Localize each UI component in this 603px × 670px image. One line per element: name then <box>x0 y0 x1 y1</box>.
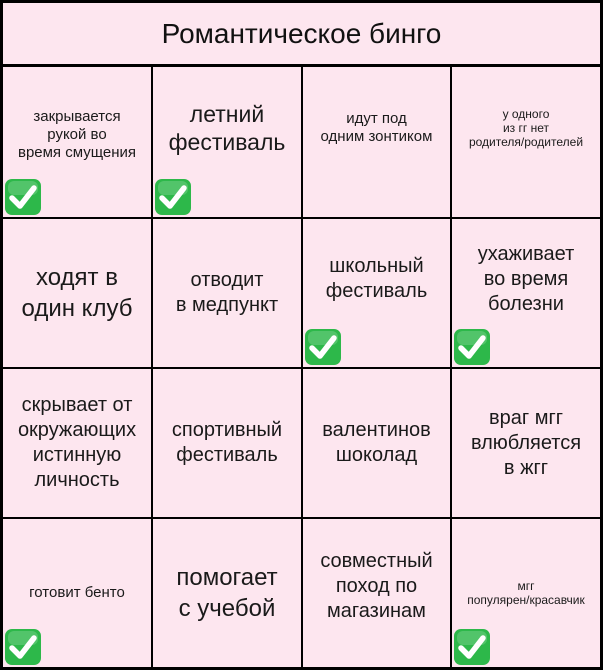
bingo-cell[interactable] <box>303 519 452 667</box>
cell-label: совместный поход по магазинам <box>320 549 433 622</box>
cell-label: ходят в один клуб <box>21 264 133 322</box>
bingo-cell[interactable] <box>452 219 600 369</box>
bingo-grid <box>3 67 600 667</box>
cell-label: спортивный фестиваль <box>171 419 283 466</box>
bingo-cell[interactable] <box>452 519 600 667</box>
bingo-cell[interactable] <box>153 219 303 369</box>
cell-label: ухаживает во время болезни <box>477 242 575 315</box>
bingo-cell[interactable] <box>3 219 153 369</box>
bingo-cell[interactable] <box>3 519 153 667</box>
bingo-cell[interactable] <box>303 67 452 219</box>
bingo-cell[interactable] <box>452 369 600 519</box>
cell-label: отводит в медпункт <box>175 269 279 316</box>
bingo-cell[interactable] <box>153 369 303 519</box>
bingo-cell[interactable] <box>3 67 153 219</box>
check-mark-button-icon <box>303 327 343 367</box>
bingo-cell[interactable] <box>153 519 303 667</box>
bingo-cell[interactable] <box>452 67 600 219</box>
check-mark-button-icon <box>153 177 193 217</box>
cell-label: у одного из гг нет родителя/родителей <box>468 107 584 149</box>
check-mark-button-icon <box>3 627 43 667</box>
check-mark-button-icon <box>452 627 492 667</box>
cell-label: мгг популярен/красавчик <box>467 579 585 607</box>
bingo-cell[interactable] <box>3 369 153 519</box>
check-mark-button-icon <box>3 177 43 217</box>
cell-label: скрывает от окружающих истинную личность <box>17 394 137 491</box>
bingo-cell[interactable] <box>153 67 303 219</box>
cell-label: летний фестиваль <box>168 101 286 155</box>
cell-label: помогает с учебой <box>176 564 278 622</box>
check-mark-button-icon <box>452 327 492 367</box>
page-title: Романтическое бинго <box>3 3 600 67</box>
cell-label: враг мгг влюбляется в жгг <box>470 406 582 479</box>
cell-label: закрывается рукой во время смущения <box>17 108 137 161</box>
cell-label: готовит бенто <box>29 584 125 601</box>
bingo-cell[interactable] <box>303 219 452 369</box>
cell-label: валентинов шоколад <box>322 419 431 466</box>
cell-label: школьный фестиваль <box>325 255 428 302</box>
bingo-cell[interactable] <box>303 369 452 519</box>
cell-label: идут под одним зонтиком <box>320 110 433 145</box>
